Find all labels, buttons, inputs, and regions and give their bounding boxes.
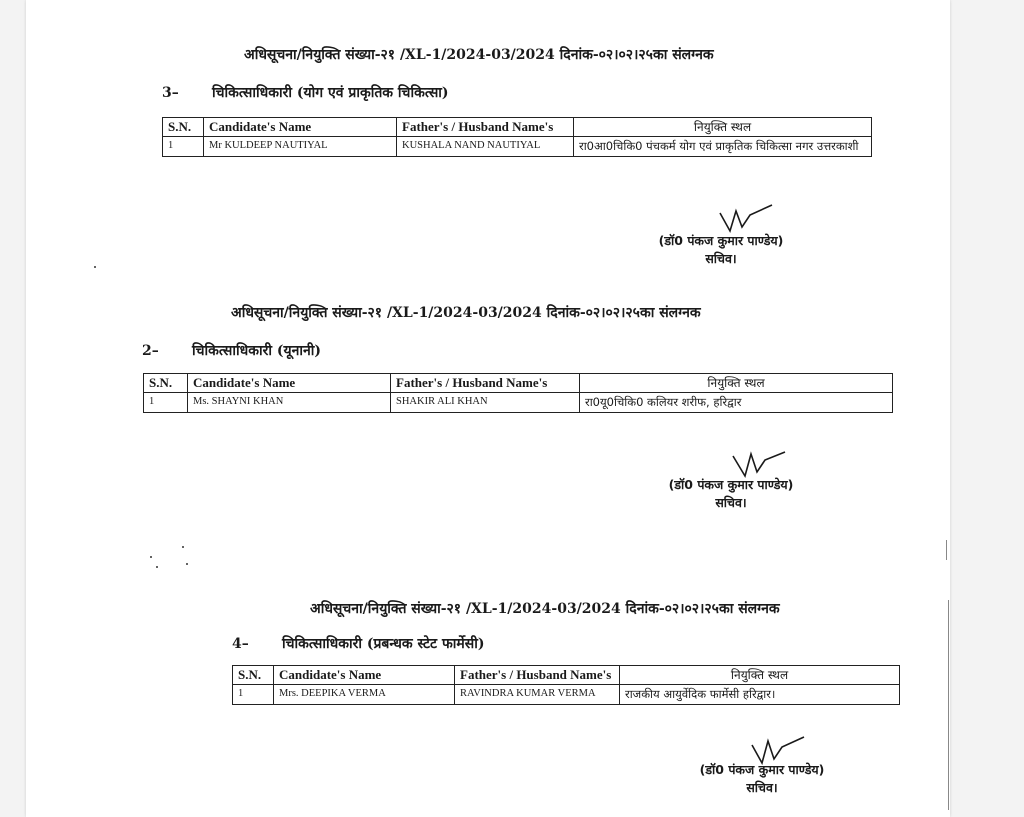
section-3-title: चिकित्साधिकारी (प्रबन्धक स्टेट फार्मेसी) (282, 636, 485, 652)
section-3-number: 4– (232, 636, 249, 652)
section-2-title: चिकित्साधिकारी (यूनानी) (192, 343, 321, 359)
scan-speck (182, 546, 184, 548)
cell-sn: 1 (163, 137, 204, 157)
header-place: नियुक्ति स्थल (620, 666, 900, 685)
cell-place: रा0यू0चिकि0 कलियर शरीफ, हरिद्वार (580, 393, 893, 413)
section-2-heading: अधिसूचना/नियुक्ति संख्या-२१ /XL-1/2024-03/2024 दिनांक-०२।०२।२५का संलग्नक (231, 305, 701, 321)
section-1-heading: अधिसूचना/नियुक्ति संख्या-२१ /XL-1/2024-03/2024 दिनांक-०२।०२।२५का संलग्नक (244, 47, 714, 63)
scan-speck (150, 556, 152, 558)
cell-sn: 1 (233, 685, 274, 705)
scan-speck (186, 563, 188, 565)
section-2-title-row (142, 341, 321, 360)
header-father-name: Father's / Husband Name's (391, 374, 580, 393)
section-1-title-row (162, 83, 449, 102)
header-candidate-name: Candidate's Name (204, 118, 397, 137)
header-sn: S.N. (144, 374, 188, 393)
section-3-heading: अधिसूचना/नियुक्ति संख्या-२१ /XL-1/2024-03/2024 दिनांक-०२।०२।२५का संलग्नक (310, 601, 780, 617)
header-father-name: Father's / Husband Name's (397, 118, 574, 137)
header-candidate-name: Candidate's Name (274, 666, 455, 685)
signature-1-icon (716, 203, 776, 235)
scan-edge-line (946, 540, 947, 560)
document-page (26, 0, 950, 817)
section-3-designation: सचिव। (746, 780, 778, 795)
cell-place: रा0आ0चिकि0 पंचकर्म योग एवं प्राकृतिक चिकित्सा नगर उत्तरकाशी (574, 137, 872, 157)
section-1-sign-block (631, 232, 811, 268)
section-1-number: 3– (162, 85, 179, 101)
section-2-signatory: (डॉ0 पंकज कुमार पाण्डेय) (668, 477, 794, 492)
section-1-table (162, 117, 872, 157)
header-place: नियुक्ति स्थल (574, 118, 872, 137)
section-1-title: चिकित्साधिकारी (योग एवं प्राकृतिक चिकित्सा) (212, 85, 449, 101)
section-1-signatory: (डॉ0 पंकज कुमार पाण्डेय) (658, 233, 784, 248)
section-3-signatory: (डॉ0 पंकज कुमार पाण्डेय) (699, 762, 825, 777)
section-2-sign-block (641, 476, 821, 512)
section-2-designation: सचिव। (715, 495, 747, 510)
section-3-title-row (232, 634, 484, 653)
cell-candidate-name: Mrs. DEEPIKA VERMA (274, 685, 455, 705)
cell-place: राजकीय आयुर्वेदिक फार्मेसी हरिद्वार। (620, 685, 900, 705)
section-2-table (143, 373, 893, 413)
table-row (144, 393, 893, 413)
header-sn: S.N. (233, 666, 274, 685)
scan-speck (156, 566, 158, 568)
cell-candidate-name: Ms. SHAYNI KHAN (188, 393, 391, 413)
cell-father-name: SHAKIR ALI KHAN (391, 393, 580, 413)
header-sn: S.N. (163, 118, 204, 137)
table-header-row (163, 118, 872, 137)
scan-speck (94, 266, 96, 268)
table-header-row (233, 666, 900, 685)
section-1-designation: सचिव। (705, 251, 737, 266)
header-candidate-name: Candidate's Name (188, 374, 391, 393)
section-2-number: 2– (142, 343, 159, 359)
cell-father-name: KUSHALA NAND NAUTIYAL (397, 137, 574, 157)
cell-father-name: RAVINDRA KUMAR VERMA (455, 685, 620, 705)
section-3-sign-block (672, 761, 852, 797)
cell-sn: 1 (144, 393, 188, 413)
table-header-row (144, 374, 893, 393)
header-father-name: Father's / Husband Name's (455, 666, 620, 685)
cell-candidate-name: Mr KULDEEP NAUTIYAL (204, 137, 397, 157)
scan-edge-line (948, 600, 949, 810)
header-place: नियुक्ति स्थल (580, 374, 893, 393)
section-3-table (232, 665, 900, 705)
table-row (163, 137, 872, 157)
table-row (233, 685, 900, 705)
